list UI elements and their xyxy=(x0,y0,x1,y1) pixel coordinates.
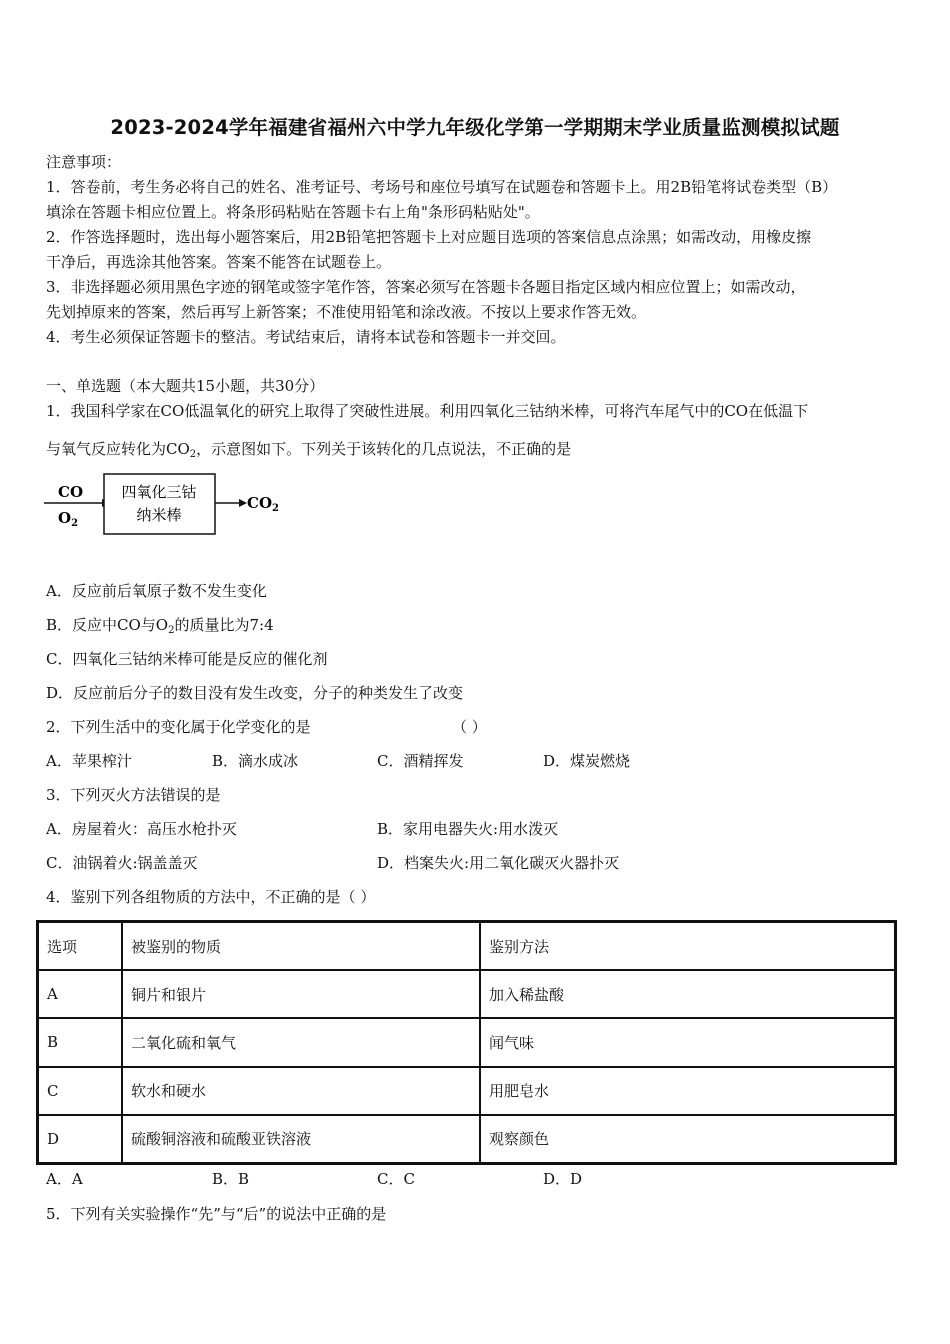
table-cell: 用肥皂水 xyxy=(480,1067,896,1115)
q4-option-a: A．A xyxy=(46,1170,83,1188)
notice-line: 4．考生必须保证答题卡的整洁。考试结束后，请将本试卷和答题卡一并交回。 xyxy=(46,328,566,346)
table-cell: 铜片和银片 xyxy=(122,970,480,1018)
q1-option-a: A．反应前后氧原子数不发生变化 xyxy=(46,582,267,600)
table-header-cell: 选项 xyxy=(38,922,123,971)
q4-option-b: B．B xyxy=(212,1170,250,1188)
q2-option-a: A．苹果榨汁 xyxy=(46,752,132,770)
notice-line: 3．非选择题必须用黑色字迹的钢笔或签字笔作答，答案必须写在答题卡各题目指定区域内相应位置上；如需改动， xyxy=(46,278,806,296)
q2-option-d: D．煤炭燃烧 xyxy=(543,752,631,770)
table-row xyxy=(38,1115,896,1164)
diagram-box-text-2: 纳米棒 xyxy=(136,506,182,524)
table-cell: D xyxy=(38,1115,123,1164)
q1-subscript: 2 xyxy=(189,449,197,460)
table-row xyxy=(38,970,896,1018)
question-5-stem: 5．下列有关实验操作“先”与“后”的说法中正确的是 xyxy=(46,1205,387,1223)
identification-table xyxy=(36,920,897,1165)
diagram-input-co: CO xyxy=(58,483,84,501)
notice-heading: 注意事项： xyxy=(46,153,122,171)
reaction-diagram xyxy=(40,470,300,540)
page-title: 2023-2024学年福建省福州六中学九年级化学第一学期期末学业质量监测模拟试题 xyxy=(110,116,840,139)
diagram-output-arrowhead xyxy=(239,499,247,507)
question-3-stem: 3．下列灭火方法错误的是 xyxy=(46,786,221,804)
notice-line: 填涂在答题卡相应位置上。将条形码粘贴在答题卡右上角"条形码粘贴处"。 xyxy=(46,203,540,221)
q4-option-c: C．C xyxy=(377,1170,415,1188)
q1-option-d: D．反应前后分子的数目没有发生改变，分子的种类发生了改变 xyxy=(46,684,464,702)
question-2-stem: 2．下列生活中的变化属于化学变化的是 xyxy=(46,718,311,736)
q3-option-b: B．家用电器失火:用水泼灭 xyxy=(377,820,559,838)
question-4-stem: 4．鉴别下列各组物质的方法中，不正确的是（ ） xyxy=(46,888,376,906)
question-1-line1: 1．我国科学家在CO低温氧化的研究上取得了突破性进展。利用四氧化三钴纳米棒，可将汽车尾气中的CO在低温下 xyxy=(46,402,809,420)
diagram-input-o2: $O_2$ xyxy=(58,509,79,529)
question-1-line2 xyxy=(46,439,571,465)
table-header-cell: 鉴别方法 xyxy=(480,922,896,971)
q4-option-d: D．D xyxy=(543,1170,583,1188)
q1-option-b: B．反应中CO与$O_2$的质量比为7:4 xyxy=(46,616,274,636)
table-header-cell: 被鉴别的物质 xyxy=(122,922,480,971)
diagram-box-text-1: 四氧化三钴 xyxy=(121,483,197,501)
diagram-output-co2: $CO_2$ xyxy=(247,494,279,514)
table-cell: 加入稀盐酸 xyxy=(480,970,896,1018)
section-heading: 一、单选题（本大题共15小题，共30分） xyxy=(46,377,325,395)
notice-line: 先划掉原来的答案，然后再写上新答案；不准使用铅笔和涂改液。不按以上要求作答无效。 xyxy=(46,303,647,321)
q1-option-c: C．四氧化三钴纳米棒可能是反应的催化剂 xyxy=(46,650,328,668)
notice-line: 2．作答选择题时，选出每小题答案后，用2B铅笔把答题卡上对应题目选项的答案信息点涂黑；如需改动，用橡皮擦 xyxy=(46,228,812,246)
table-cell: 二氧化硫和氧气 xyxy=(122,1018,480,1066)
q3-option-d: D．档案失火:用二氧化碳灭火器扑灭 xyxy=(377,854,620,872)
table-cell: 闻气味 xyxy=(480,1018,896,1066)
table-cell: B xyxy=(38,1018,123,1066)
q2-answer-bracket: （ ） xyxy=(452,718,487,736)
table-cell: 硫酸铜溶液和硫酸亚铁溶液 xyxy=(122,1115,480,1164)
q1-text-b: ，示意图如下。下列关于该转化的几点说法，不正确的是 xyxy=(196,440,572,458)
q2-option-b: B．滴水成冰 xyxy=(212,752,299,770)
table-row xyxy=(38,1067,896,1115)
q2-option-c: C．酒精挥发 xyxy=(377,752,464,770)
q3-option-a: A．房屋着火：高压水枪扑灭 xyxy=(46,820,237,838)
q1-text-a: 与氧气反应转化为CO xyxy=(46,440,190,458)
table-cell: 软水和硬水 xyxy=(122,1067,480,1115)
table-row xyxy=(38,1018,896,1066)
table-header-row xyxy=(38,922,896,971)
q3-option-c: C．油锅着火:锅盖盖灭 xyxy=(46,854,198,872)
table-cell: A xyxy=(38,970,123,1018)
table-cell: C xyxy=(38,1067,123,1115)
table-cell: 观察颜色 xyxy=(480,1115,896,1164)
notice-line: 1．答卷前，考生务必将自己的姓名、准考证号、考场号和座位号填写在试题卷和答题卡上。用2B铅笔将试卷类型（B） xyxy=(46,178,838,196)
notice-line: 干净后，再选涂其他答案。答案不能答在试题卷上。 xyxy=(46,253,392,271)
